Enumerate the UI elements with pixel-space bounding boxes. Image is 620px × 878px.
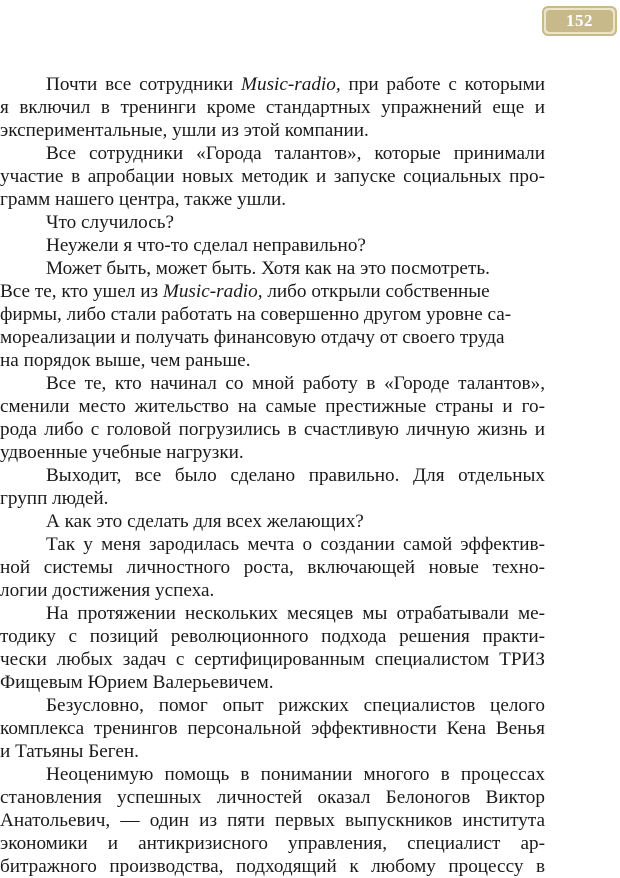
text-line: Все те, кто начинал со мной работу в «Городе талантов»,	[46, 373, 545, 394]
text-line: Неоценимую помощь в понимании многого в процессах	[46, 764, 545, 785]
page-number: 152	[566, 11, 593, 30]
text-line: тодику с позиций революционного подхода решения практи-	[0, 626, 545, 647]
text-line: Все сотрудники «Города талантов», которые принимали	[46, 143, 545, 164]
text-line: участие в апробации новых методик и запуске социальных про-	[0, 166, 545, 187]
text-line: на порядок выше, чем раньше.	[0, 350, 251, 371]
text-line: я включил в тренинги кроме стандартных упражнений еще и	[0, 97, 545, 118]
text-line: Фищевым Юрием Валерьевичем.	[0, 672, 274, 693]
text-line: комплекса тренингов персональной эффективности Кена Венья	[0, 718, 545, 739]
text-line: экономики и антикризисного управления, специалист ар-	[0, 833, 545, 854]
text-line: мореализации и получать финансовую отдачу от своего труда	[0, 327, 505, 348]
body-text	[0, 73, 545, 878]
text-line: удвоенные учебные нагрузки.	[0, 442, 244, 463]
text-line: ной системы личностного роста, включающей новые техно-	[0, 557, 545, 578]
text-line: битражного производства, подходящий к любому процессу в	[0, 856, 545, 877]
text-line: Все те, кто ушел из Music-radio, либо открыли собственные	[0, 281, 490, 302]
text-line: Может быть, может быть. Хотя как на это посмотреть.	[46, 258, 490, 279]
text-line: Безусловно, помог опыт рижских специалистов целого	[46, 695, 545, 716]
text-line: Анатольевич, — один из пяти первых выпускников института	[0, 810, 545, 831]
text-line: экспериментальные, ушли из этой компании.	[0, 120, 369, 141]
text-line: Так у меня зародилась мечта о создании самой эффектив-	[46, 534, 545, 555]
text-line: Неужели я что-то сделал неправильно?	[46, 235, 366, 256]
text-line: рода либо с головой погрузились в счастливую личную жизнь и	[0, 419, 545, 440]
text-line: сменили место жительство на самые престижные страны и го-	[0, 396, 545, 417]
text-line: Выходит, все было сделано правильно. Для отдельных	[46, 465, 545, 486]
text-line: Что случилось?	[46, 212, 175, 233]
text-line: чески любых задач с сертифицированным специалистом ТРИЗ	[0, 649, 545, 670]
text-line: логии достижения успеха.	[0, 580, 215, 601]
text-line: фирмы, либо стали работать на совершенно другом уровне са-	[0, 304, 512, 325]
text-line: грамм нашего центра, также ушли.	[0, 189, 287, 210]
text-line: групп людей.	[0, 488, 109, 509]
text-line: А как это сделать для всех желающих?	[46, 511, 364, 532]
text-line: и Татьяны Беген.	[0, 741, 139, 762]
page-number-badge	[542, 6, 617, 36]
text-line: На протяжении нескольких месяцев мы отрабатывали ме-	[46, 603, 545, 624]
text-line: Почти все сотрудники Music-radio, при работе с которыми	[46, 74, 545, 95]
text-line: становления успешных личностей оказал Белоногов Виктор	[0, 787, 545, 808]
